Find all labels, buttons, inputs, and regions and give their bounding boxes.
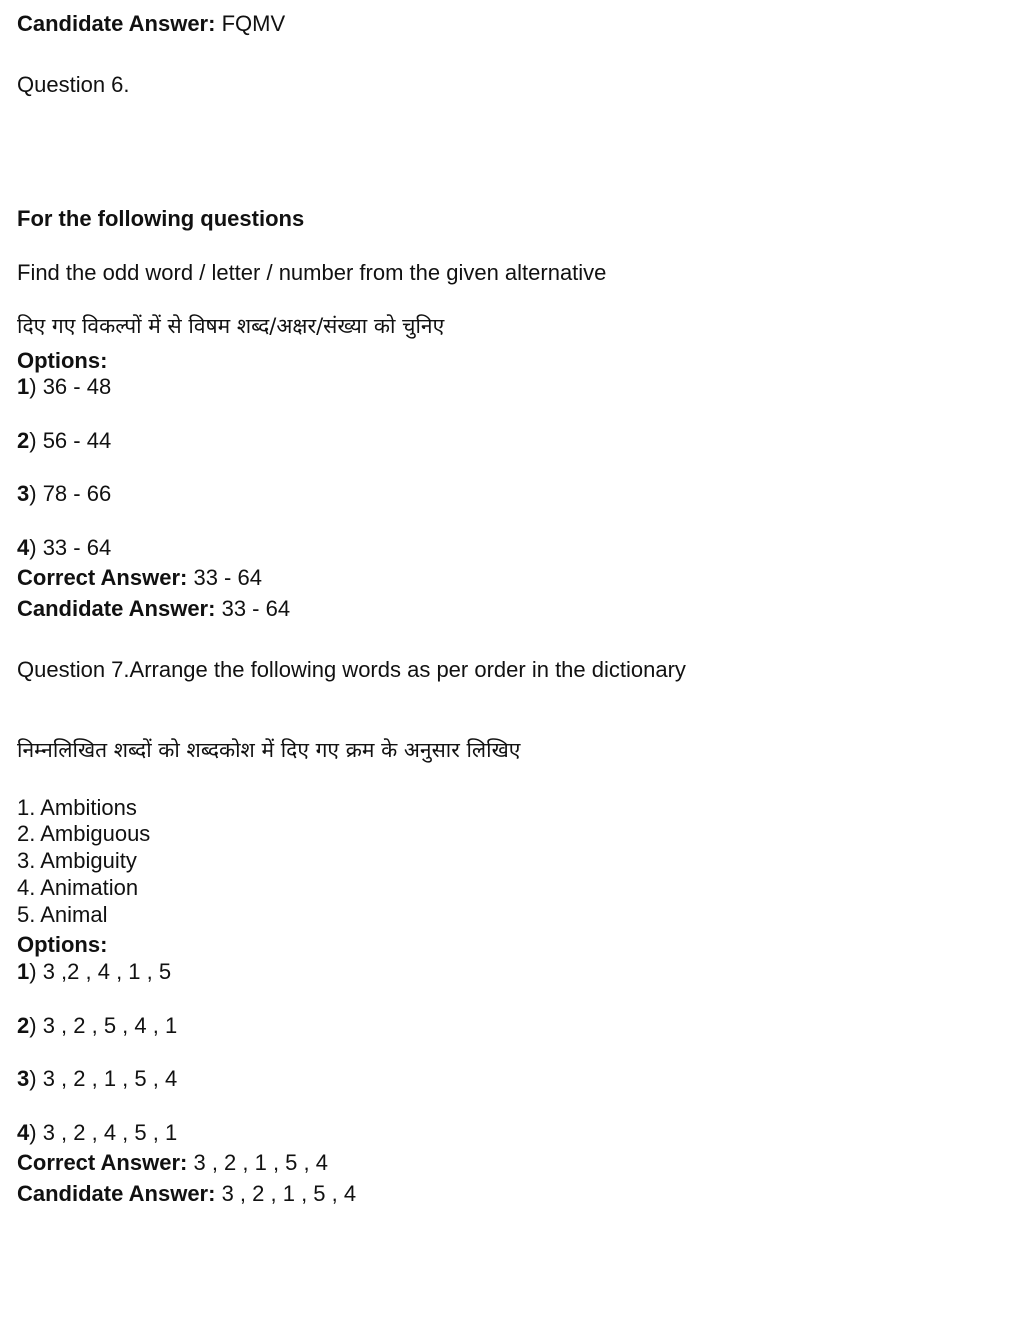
q7-candidate-answer [17, 1181, 356, 1207]
candidate-answer-label: Candidate Answer: [17, 596, 216, 621]
word-list-item: 3. Ambiguity [17, 848, 137, 873]
q6-correct-answer [17, 565, 262, 591]
option-number: 1 [17, 959, 30, 984]
option-text: ) 3 , 2 , 1 , 5 , 4 [29, 1066, 178, 1091]
option-number: 1 [17, 374, 30, 399]
option-number: 2 [17, 428, 30, 453]
candidate-answer-label: Candidate Answer: [17, 1181, 216, 1206]
question-6-heading: Question 6. [17, 72, 130, 97]
question-7-heading: Question 7.Arrange the following words as per order in the dictionary [17, 657, 686, 682]
option-text: ) 3 , 2 , 4 , 5 , 1 [29, 1120, 178, 1145]
option-number: 3 [17, 1066, 30, 1091]
q6-option-2 [17, 428, 111, 454]
q6-option-4 [17, 535, 111, 561]
option-number: 2 [17, 1013, 30, 1038]
option-text: ) 78 - 66 [29, 481, 112, 506]
candidate-answer-value: FQMV [221, 11, 286, 36]
q6-candidate-answer [17, 596, 290, 622]
option-number: 3 [17, 481, 30, 506]
q6-option-3 [17, 481, 111, 507]
option-text: ) 33 - 64 [29, 535, 112, 560]
q7-option-4 [17, 1120, 177, 1146]
option-text: ) 56 - 44 [29, 428, 112, 453]
instruction-english: Find the odd word / letter / number from the given alternative [17, 260, 607, 285]
option-number: 4 [17, 1120, 30, 1145]
q7-correct-answer [17, 1150, 328, 1176]
option-text: ) 3 , 2 , 5 , 4 , 1 [29, 1013, 178, 1038]
word-list-item: 4. Animation [17, 875, 139, 900]
word-list-item: 5. Animal [17, 902, 108, 927]
correct-answer-label: Correct Answer: [17, 565, 188, 590]
prev-candidate-answer [17, 11, 285, 37]
correct-answer-value: 33 - 64 [193, 565, 262, 590]
options-label: Options: [17, 348, 108, 373]
q7-instruction-hindi: निम्नलिखित शब्दों को शब्दकोश में दिए गए क्रम के अनुसार लिखिए [17, 738, 521, 762]
q7-option-3 [17, 1066, 177, 1092]
correct-answer-label: Correct Answer: [17, 1150, 188, 1175]
word-list-item: 2. Ambiguous [17, 821, 151, 846]
q7-option-1 [17, 959, 171, 985]
option-number: 4 [17, 535, 30, 560]
word-list-item: 1. Ambitions [17, 795, 137, 820]
option-text: ) 36 - 48 [29, 374, 112, 399]
candidate-answer-value: 3 , 2 , 1 , 5 , 4 [221, 1181, 357, 1206]
q7-option-2 [17, 1013, 177, 1039]
q6-option-1 [17, 374, 111, 400]
instruction-title: For the following questions [17, 206, 305, 231]
correct-answer-value: 3 , 2 , 1 , 5 , 4 [193, 1150, 328, 1175]
options-label: Options: [17, 932, 108, 957]
candidate-answer-value: 33 - 64 [221, 596, 291, 621]
instruction-hindi: दिए गए विकल्पों में से विषम शब्द/अक्षर/संख्या को चुनिए [17, 314, 445, 338]
candidate-answer-label: Candidate Answer: [17, 11, 216, 36]
option-text: ) 3 ,2 , 4 , 1 , 5 [29, 959, 172, 984]
